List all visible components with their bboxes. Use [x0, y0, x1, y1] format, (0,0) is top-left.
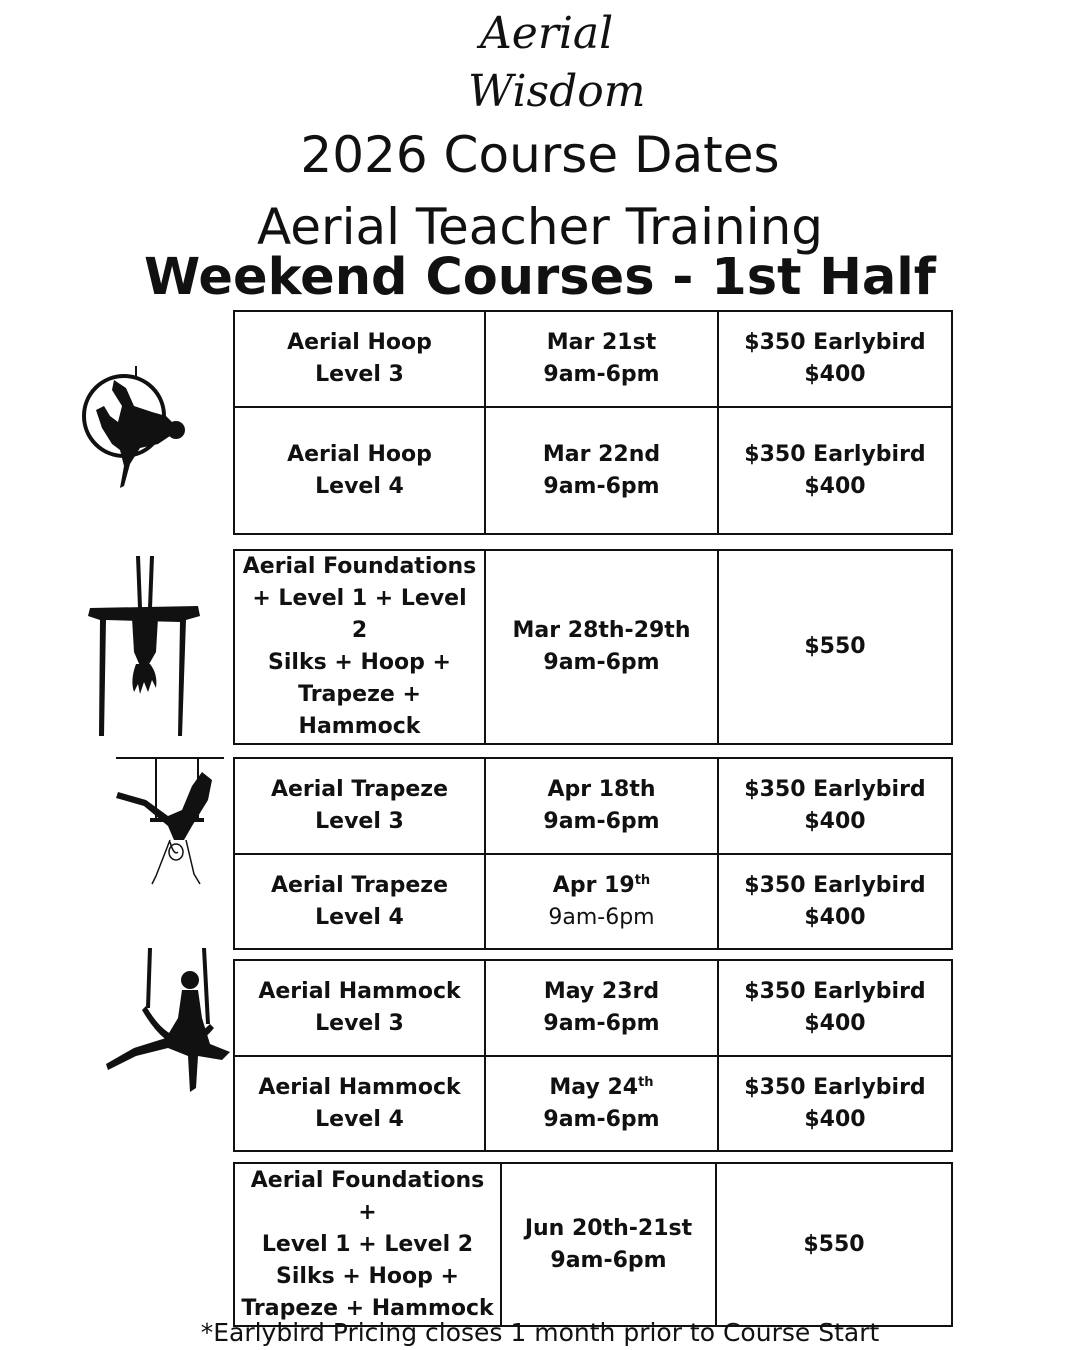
date-cell: Mar 22nd 9am-6pm	[485, 407, 718, 534]
date-cell: Apr 18th 9am-6pm	[485, 758, 718, 854]
table-row	[234, 1056, 952, 1151]
schedule-table-foundations-june	[233, 1162, 953, 1327]
course-cell: Aerial Trapeze Level 3	[234, 758, 485, 854]
table-row	[234, 758, 952, 854]
schedule-table-trapeze	[233, 757, 953, 950]
price-cell: $550	[718, 550, 952, 744]
footnote: *Earlybird Pricing closes 1 month prior to Course Start	[200, 1318, 880, 1347]
course-cell: Aerial Foundations + Level 1 + Level 2 Silks + Hoop + Trapeze + Hammock	[234, 1163, 501, 1326]
table-row	[234, 960, 952, 1056]
price-cell: $350 Earlybird $400	[718, 1056, 952, 1151]
table-row	[234, 550, 952, 744]
logo-line-2: Wisdom	[468, 66, 646, 117]
table-row	[234, 407, 952, 534]
section-title: Weekend Courses - 1st Half	[144, 248, 936, 307]
course-cell: Aerial Trapeze Level 4	[234, 854, 485, 949]
date-cell: Mar 21st 9am-6pm	[485, 311, 718, 407]
price-cell: $550	[716, 1163, 952, 1326]
program-title: Aerial Teacher Training	[256, 198, 824, 256]
logo-line-1: Aerial	[480, 8, 614, 59]
price-cell: $350 Earlybird $400	[718, 854, 952, 949]
date-cell: May 24th 9am-6pm	[485, 1056, 718, 1151]
aerial-trapeze-figure-icon	[116, 756, 224, 888]
date-cell: Mar 28th-29th 9am-6pm	[485, 550, 718, 744]
schedule-table-foundations	[233, 549, 953, 745]
date-cell: Jun 20th-21st 9am-6pm	[501, 1163, 716, 1326]
price-cell: $350 Earlybird $400	[718, 960, 952, 1056]
aerial-silks-figure-icon	[86, 556, 202, 738]
course-cell: Aerial Hammock Level 4	[234, 1056, 485, 1151]
price-cell: $350 Earlybird $400	[718, 311, 952, 407]
course-cell: Aerial Foundations + Level 1 + Level 2 Silks + Hoop + Trapeze + Hammock	[234, 550, 485, 744]
price-cell: $350 Earlybird $400	[718, 758, 952, 854]
price-cell: $350 Earlybird $400	[718, 407, 952, 534]
aerial-hoop-figure-icon	[74, 366, 194, 492]
date-cell: May 23rd 9am-6pm	[485, 960, 718, 1056]
course-cell: Aerial Hammock Level 3	[234, 960, 485, 1056]
course-cell: Aerial Hoop Level 3	[234, 311, 485, 407]
table-row	[234, 854, 952, 949]
schedule-table-hammock	[233, 959, 953, 1152]
date-cell: Apr 19th 9am-6pm	[485, 854, 718, 949]
table-row	[234, 311, 952, 407]
table-row	[234, 1163, 952, 1326]
schedule-table-hoop	[233, 310, 953, 535]
aerial-wisdom-logo	[462, 0, 646, 118]
aerial-hammock-figure-icon	[106, 948, 234, 1094]
course-cell: Aerial Hoop Level 4	[234, 407, 485, 534]
page-title: 2026 Course Dates	[300, 126, 780, 184]
